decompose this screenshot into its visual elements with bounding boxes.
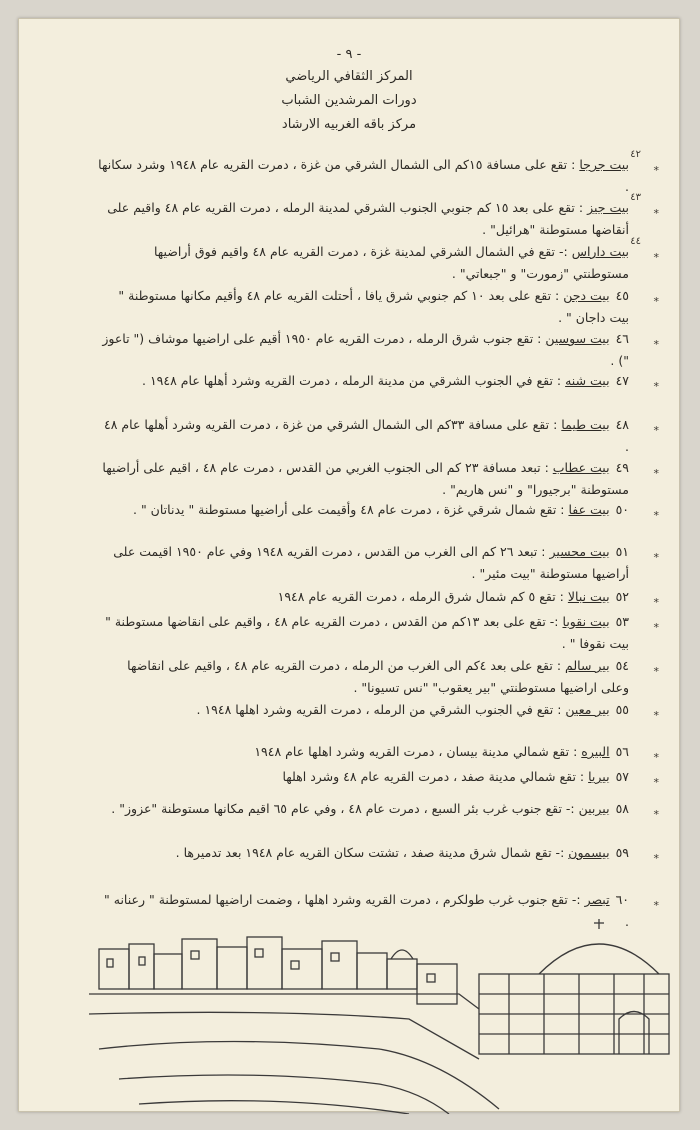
village-description: :- تقع جنوب غرب طولكرم ، دمرت القريه وشرد اهلها ، وضمت اراضيها لمستوطنة " رعنانه " . <box>104 892 629 929</box>
bullet-marker: * <box>653 509 659 522</box>
bullet-marker: * <box>653 467 659 480</box>
entry-number: ٤٨ <box>615 417 629 432</box>
village-entry <box>97 655 659 699</box>
village-entry <box>97 741 659 764</box>
entry-marker: ٤٤ <box>630 236 641 247</box>
bullet-marker: * <box>653 295 659 308</box>
entry-number: ٥٤ <box>615 658 629 673</box>
village-name: بيت نبالا <box>567 589 610 604</box>
entry-number: ٥٨ <box>615 801 629 816</box>
village-entry <box>97 766 659 789</box>
village-name: بيت جيز <box>587 200 629 215</box>
header-line-3: مركز باقه الغربيه الارشاد <box>281 117 417 132</box>
document-page <box>18 18 680 1112</box>
bullet-marker: * <box>653 709 659 722</box>
village-sketch-illustration <box>79 919 684 1114</box>
entry-number: ٤٩ <box>615 460 629 475</box>
bullet-marker: * <box>653 621 659 634</box>
entry-number: ٥١ <box>615 544 629 559</box>
village-name: بير معين <box>565 702 610 717</box>
village-description: : تقع على بعد ١٥ كم جنوبي الجنوب الشرقي لمدينة الرمله ، دمرت القريه عام ٤٨ واقيم على أنقاضها مستوطنة "هرائيل" . <box>107 200 629 237</box>
entry-number: ٤٦ <box>615 331 629 346</box>
village-entry <box>97 699 659 722</box>
entry-number: ٤٥ <box>615 288 629 303</box>
village-name: بيت شنه <box>565 373 610 388</box>
entry-marker: ٤٢ <box>630 149 641 160</box>
village-name: بيت عطاب <box>552 460 610 475</box>
bullet-marker: * <box>653 338 659 351</box>
bullet-marker: * <box>653 751 659 764</box>
village-name: بيت نقوبا <box>562 614 610 629</box>
village-name: بيريا <box>588 769 610 784</box>
entry-number: ٤٧ <box>615 373 629 388</box>
village-description: :- تقع جنوب غرب بئر السبع ، دمرت عام ٤٨ ، وفي عام ٦٥ اقيم مكانها مستوطنة "عزوز" . <box>111 801 575 816</box>
bullet-marker: * <box>653 251 659 264</box>
village-description: :- تقع على بعد ١٣كم من القدس ، دمرت القريه عام ٤٨ ، واقيم على انقاضها مستوطنة " بيت نقوفا " . <box>105 614 629 651</box>
entry-marker: ٤٣ <box>630 192 641 203</box>
bullet-marker: * <box>653 852 659 865</box>
village-entry <box>97 499 659 522</box>
village-entry <box>97 414 659 458</box>
village-description: : تقع في الجنوب الشرقي من الرمله ، دمرت القريه وشرد اهلها ١٩٤٨ . <box>196 702 562 717</box>
bullet-marker: * <box>653 899 659 912</box>
bullet-marker: * <box>653 424 659 437</box>
village-entry <box>97 285 659 329</box>
entry-number: ٥٢ <box>615 589 629 604</box>
entry-number: ٥٦ <box>615 744 629 759</box>
village-entry <box>97 798 659 821</box>
village-name: بيربين <box>578 801 610 816</box>
village-description: : تقع على مسافة ٣٣كم الى الشمال الشرقي من غزة ، دمرت القريه وشرد أهلها عام ٤٨ . <box>104 417 629 454</box>
village-entry <box>97 586 659 609</box>
village-name: بيت محسير <box>549 544 610 559</box>
bullet-marker: * <box>653 164 659 177</box>
village-name: بيت جرجا <box>579 157 629 172</box>
bullet-marker: * <box>653 776 659 789</box>
village-description: : تقع شمالي مدينة بيسان ، دمرت القريه وشرد اهلها عام ١٩٤٨ <box>254 744 578 759</box>
bullet-marker: * <box>653 665 659 678</box>
entry-number: ٥٣ <box>615 614 629 629</box>
village-description: : تقع على مسافة ١٥كم الى الشمال الشرقي من غزة ، دمرت القريه عام ١٩٤٨ وشرد سكانها . <box>98 157 629 194</box>
village-description: : تقع شمال شرقي غزة ، دمرت عام ٤٨ وأقيمت على أراضيها مستوطنة " يدناتان " . <box>133 502 565 517</box>
village-entry <box>97 370 659 393</box>
entry-number: ٥٠ <box>615 502 629 517</box>
entry-number: ٥٥ <box>615 702 629 717</box>
village-description: : تقع على بعد ٤كم الى الغرب من الرمله ، دمرت القريه عام ٤٨ ، واقيم على انقاضها وعلى اراضيها مستوطنتي "بير يعقوب" "نس تسيونا" . <box>127 658 629 695</box>
bullet-marker: * <box>653 596 659 609</box>
entry-number: ٥٧ <box>615 769 629 784</box>
village-entry <box>97 541 659 585</box>
bullet-marker: * <box>653 380 659 393</box>
village-entry <box>97 457 659 501</box>
bullet-marker: * <box>653 808 659 821</box>
entry-number: ٦٠ <box>615 892 629 907</box>
village-entry <box>97 328 659 372</box>
village-name: بيت عفا <box>568 502 610 517</box>
entry-number: ٥٩ <box>615 845 629 860</box>
village-name: بيت دجن <box>563 288 610 303</box>
village-description: : تقع على بعد ١٠ كم جنوبي شرق يافا ، أحتلت القريه عام ٤٨ وأقيم مكانها مستوطنة " بيت داجان " . <box>118 288 629 325</box>
village-description: : تبعد ٢٦ كم الى الغرب من القدس ، دمرت القريه ١٩٤٨ وفي عام ١٩٥٠ اقيمت على أراضيها مستوطنة "بيت مئير" . <box>113 544 629 581</box>
page-number: - ٩ - <box>336 47 362 62</box>
village-entry <box>97 192 659 241</box>
village-description: :- تقع شمال شرق مدينة صفد ، تشتت سكان القريه عام ١٩٤٨ بعد تدميرها . <box>175 845 565 860</box>
village-description: : تقع شمالي مدينة صفد ، دمرت القريه عام ٤٨ وشرد اهلها <box>282 769 585 784</box>
village-name: بيت سوسين <box>545 331 610 346</box>
village-name: تبصر <box>584 892 610 907</box>
village-name: بيت طيما <box>561 417 610 432</box>
village-description: : تقع جنوب شرق الرمله ، دمرت القريه عام ١٩٥٠ أقيم على اراضيها موشاف (" تاعوز ") . <box>102 331 629 368</box>
bullet-marker: * <box>653 551 659 564</box>
village-entry <box>97 842 659 865</box>
village-name: بيسمون <box>568 845 610 860</box>
bullet-marker: * <box>653 207 659 220</box>
village-description: : تبعد مسافة ٢٣ كم الى الجنوب الغربي من القدس ، دمرت عام ٤٨ ، اقيم على أراضيها مستوطنة "برجيورا" و "نس هاريم" . <box>102 460 629 497</box>
header-line-2: دورات المرشدين الشباب <box>281 93 417 108</box>
village-name: بير سالم <box>565 658 610 673</box>
village-description: : تقع في الجنوب الشرقي من مدينة الرمله ، دمرت القريه وشرد أهلها عام ١٩٤٨ . <box>142 373 562 388</box>
header-line-1: المركز الثقافي الرياضي <box>285 69 413 84</box>
village-entry <box>97 611 659 655</box>
village-description: : تقع ٥ كم شمال شرق الرمله ، دمرت القريه عام ١٩٤٨ <box>277 589 564 604</box>
village-description: :- تقع في الشمال الشرقي لمدينة غزة ، دمرت القريه عام ٤٨ واقيم فوق أراضيها مستوطنتي "زمورت" و "جبعاتي" . <box>153 244 629 281</box>
village-name: البيره <box>581 744 610 759</box>
village-entry <box>97 236 659 285</box>
village-name: بيت داراس <box>571 244 629 259</box>
